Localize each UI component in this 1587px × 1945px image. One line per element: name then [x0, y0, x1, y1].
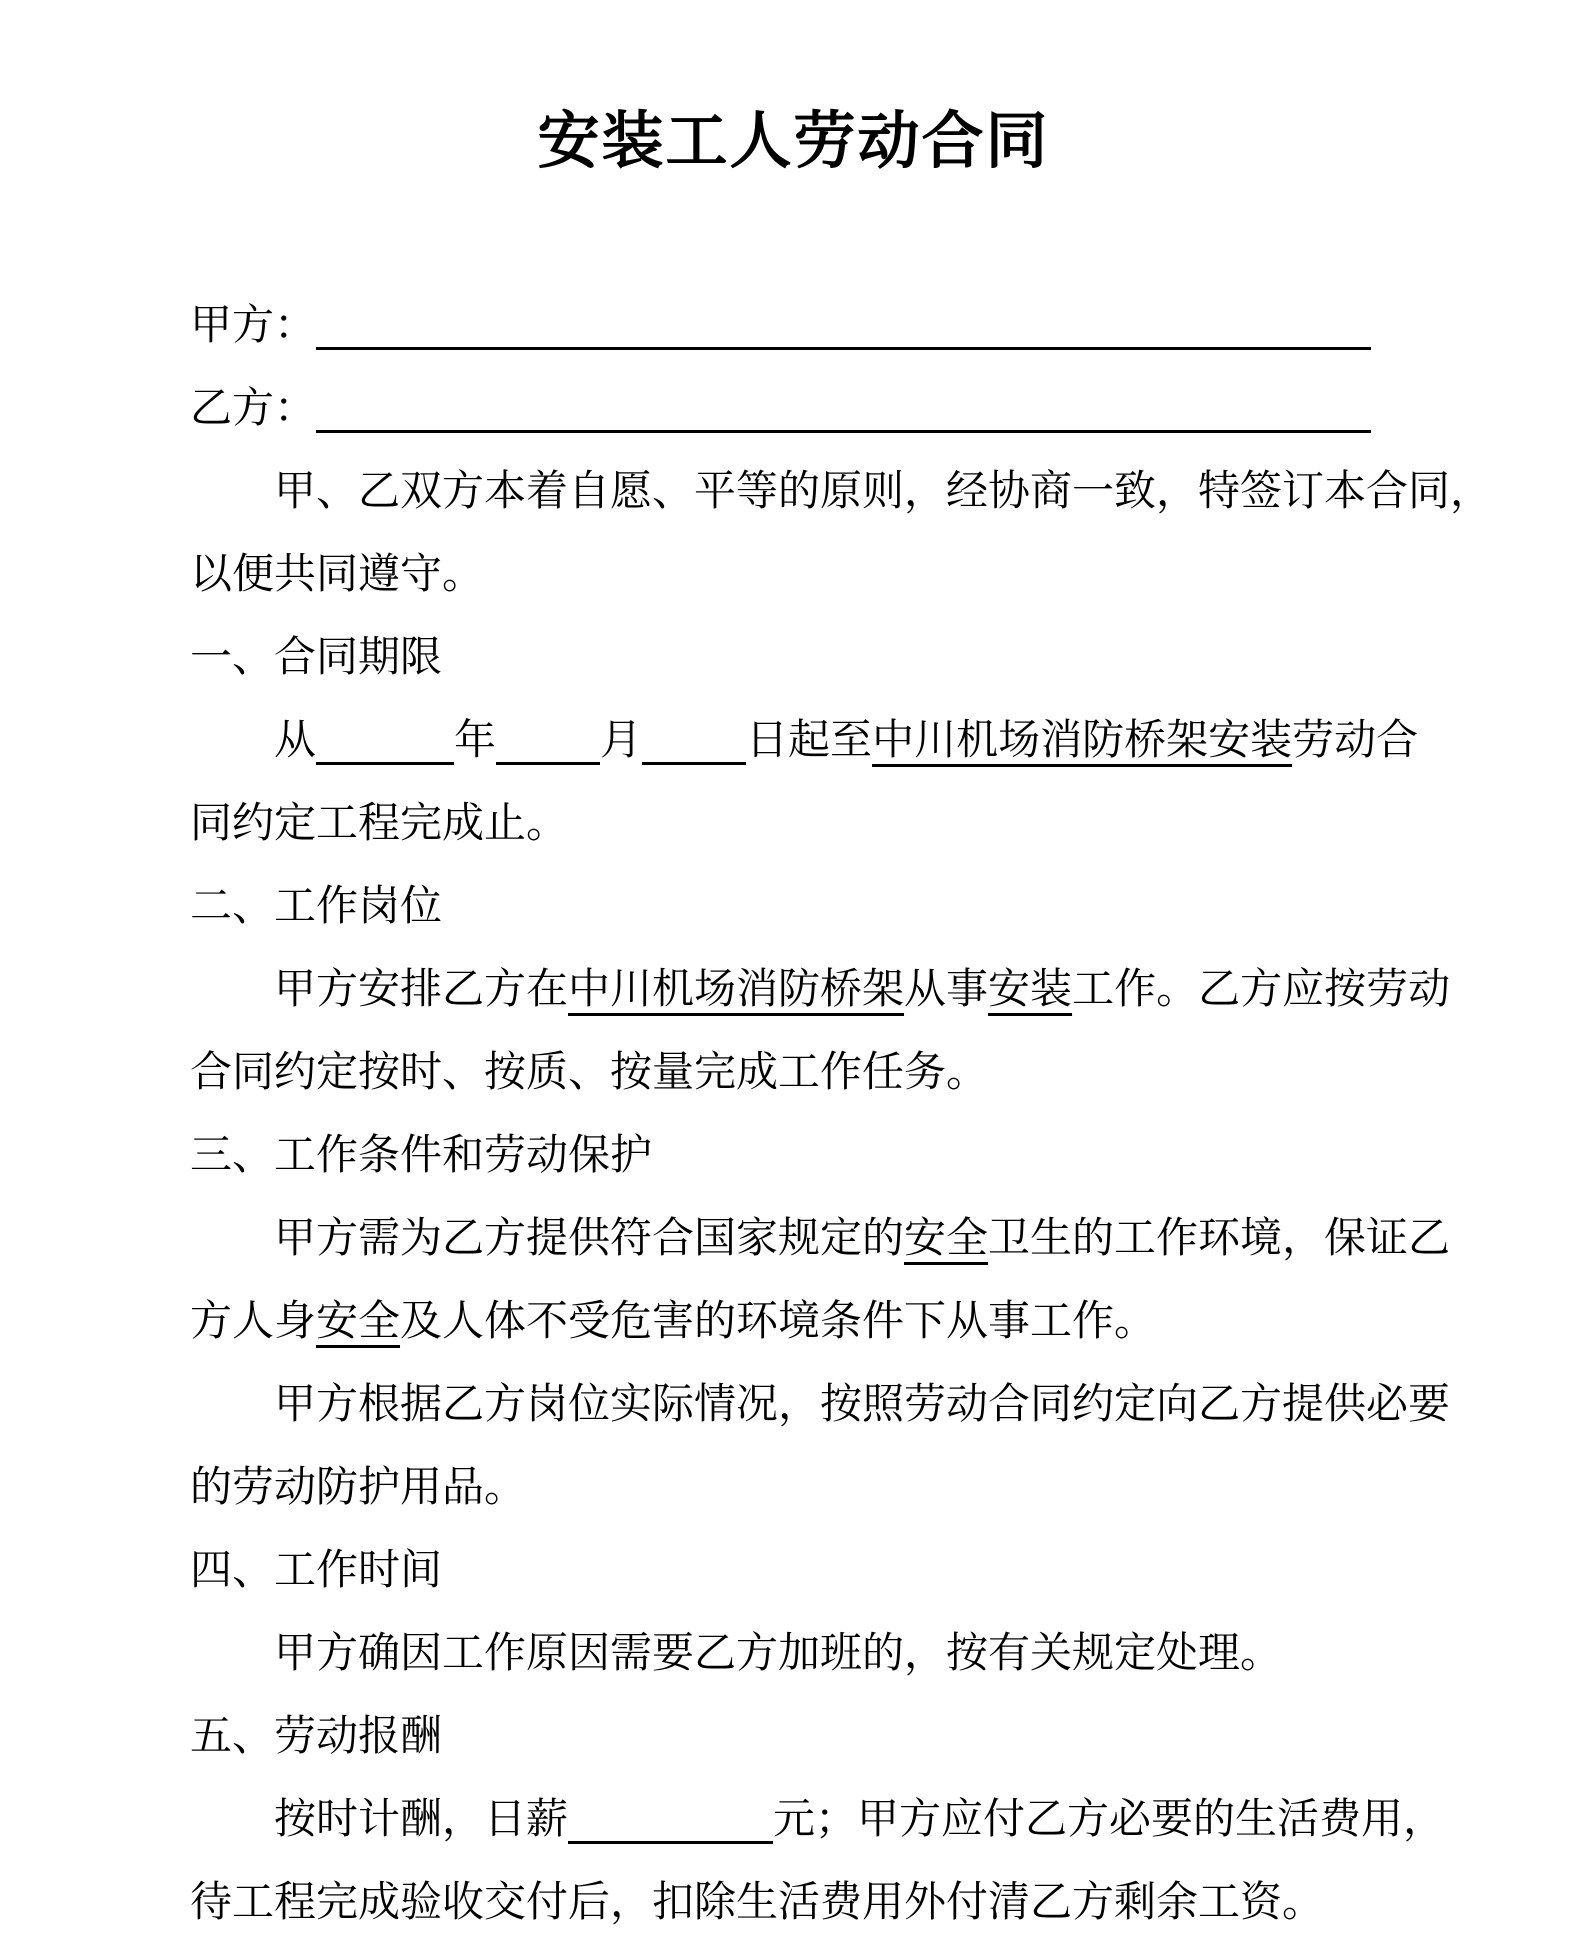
term-line-2: [190, 783, 1450, 866]
text-run: 及人体不受危害的环境条件下从事工作。: [400, 1299, 1157, 1345]
section-5-heading: [190, 1696, 1450, 1779]
text-run: 甲方根据乙方岗位实际情况，按照劳动合同约定向乙方提供必要: [274, 1382, 1451, 1428]
daily-wage-blank[interactable]: [568, 1841, 773, 1844]
text-run: 同约定工程完成止。: [190, 801, 569, 847]
protection-line-3: [190, 1364, 1450, 1447]
text-run: 工作。乙方应按劳动: [1072, 967, 1451, 1013]
contract-title: 安装工人劳动合同: [537, 108, 1050, 176]
text-run: 从: [274, 718, 317, 764]
text-run: 方人身: [190, 1299, 317, 1345]
section-2-heading: [190, 866, 1450, 949]
text-run: 甲方安排乙方在: [274, 967, 569, 1013]
month-blank[interactable]: [496, 762, 600, 765]
text-run: 按时计酬，日薪: [274, 1797, 569, 1843]
party-a-blank[interactable]: [316, 347, 1371, 350]
text-run: 甲方确因工作原因需要乙方加班的，按有关规定处理。: [274, 1631, 1283, 1677]
section-1-heading: [190, 617, 1450, 700]
party-a-line: [190, 285, 1450, 368]
text-run: 甲方需为乙方提供符合国家规定的: [274, 1216, 905, 1262]
text-run: 年: [454, 718, 497, 764]
section-3-heading: [190, 1115, 1450, 1198]
text-run: 合同约定按时、按质、按量完成工作任务。: [190, 1050, 989, 1096]
party-b-blank[interactable]: [316, 430, 1371, 433]
protection-line-1: [190, 1198, 1450, 1281]
post-line-2: [190, 1032, 1450, 1115]
term-line-1: [190, 700, 1450, 783]
text-run: 元；甲方应付乙方必要的生活费用，: [773, 1797, 1446, 1843]
party-b-line: [190, 368, 1450, 451]
text-run: 四、工作时间: [190, 1548, 443, 1594]
preamble-line-1: [190, 451, 1493, 534]
party-b-label: 乙方：: [190, 386, 317, 432]
text-run: 以便共同遵守。: [190, 552, 485, 598]
worksite-name: 中川机场消防桥架: [568, 967, 905, 1013]
preamble-line-2: [190, 534, 1450, 617]
pay-line-2: [190, 1862, 1450, 1945]
safety-emphasis-1: 安全: [904, 1216, 989, 1262]
protection-line-4: [190, 1447, 1450, 1530]
year-blank[interactable]: [316, 762, 454, 765]
text-run: 五、劳动报酬: [190, 1714, 443, 1760]
text-run: 卫生的工作环境，保证乙: [988, 1216, 1451, 1262]
text-run: 一、合同期限: [190, 635, 443, 681]
project-name-term: 中川机场消防桥架安装: [872, 718, 1293, 764]
text-run: 劳动合: [1292, 718, 1419, 764]
text-run: 的劳动防护用品。: [190, 1465, 527, 1511]
safety-emphasis-2: 安全: [316, 1299, 401, 1345]
text-run: 日起至: [746, 718, 873, 764]
day-blank[interactable]: [642, 762, 746, 765]
post-line-1: [190, 949, 1450, 1032]
text-run: 待工程完成验收交付后，扣除生活费用外付清乙方剩余工资。: [190, 1880, 1325, 1926]
worktime-line-1: [190, 1613, 1450, 1696]
text-run: 从事: [904, 967, 989, 1013]
text-run: 月: [600, 718, 643, 764]
text-run: 三、工作条件和劳动保护: [190, 1133, 653, 1179]
text-run: 二、工作岗位: [190, 884, 443, 930]
section-4-heading: [190, 1530, 1450, 1613]
party-a-label: 甲方：: [190, 303, 317, 349]
pay-line-1: [190, 1779, 1450, 1862]
job-type: 安装: [988, 967, 1073, 1013]
protection-line-2: [190, 1281, 1450, 1364]
text-run: 甲、乙双方本着自愿、平等的原则，经协商一致，特签订本合同，: [274, 469, 1493, 515]
contract-body: [190, 285, 1493, 1945]
